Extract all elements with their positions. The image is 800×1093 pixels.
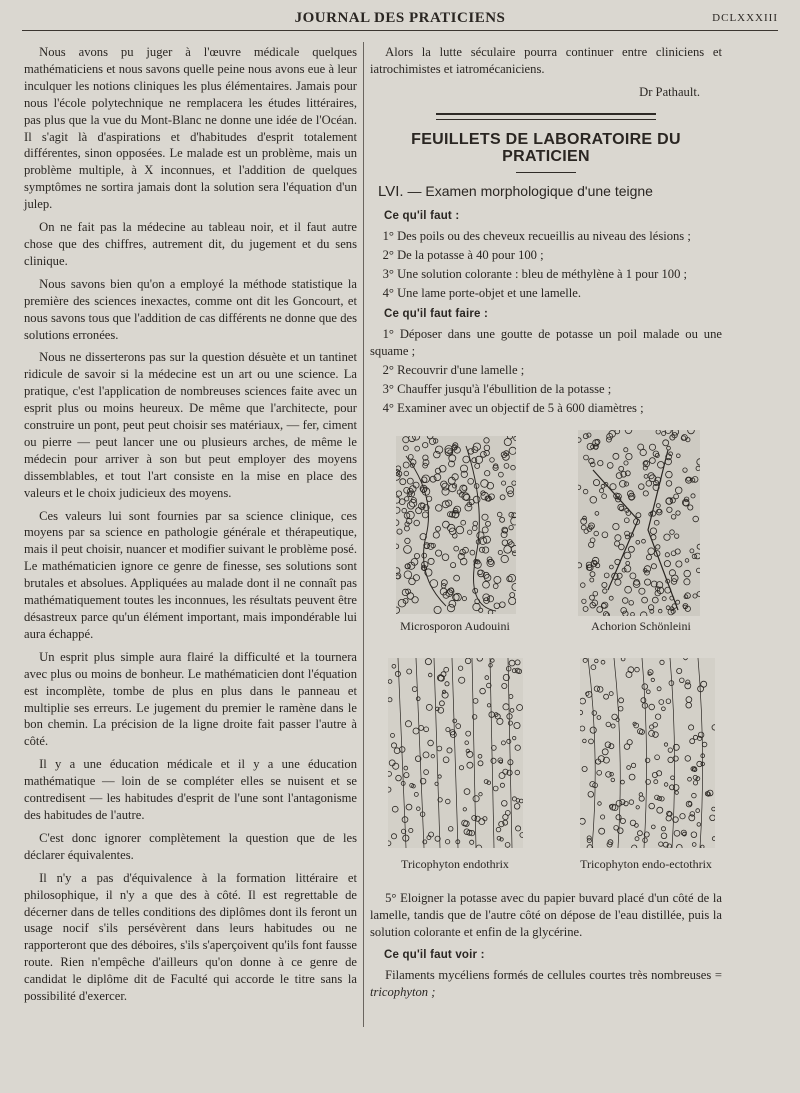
title-underline	[516, 172, 576, 173]
journal-title: JOURNAL DES PRATICIENS	[294, 10, 506, 26]
left-column	[24, 44, 357, 1011]
list-item: 3° Chauffer jusqu'à l'ébullition de la potasse ;	[382, 381, 612, 396]
list-item: 4° Examiner avec un objectif de 5 à 600 diamètres ;	[382, 400, 644, 415]
column-divider	[363, 42, 364, 1027]
see-italic-term: tricophyton ;	[370, 984, 436, 999]
list-item: 1° Déposer dans une goutte de potasse un poil malade ou une squame ;	[370, 326, 722, 358]
step-five-paragraph: 5° Eloigner la potasse avec du papier buvard placé d'un côté de la lamelle, tandis que de l'autre côté on dépose de l'eau distillée, puis la solution colorante et enfin de la glycérine.	[370, 891, 722, 940]
list-item: 2° De la potasse à 40 pour 100 ;	[382, 248, 544, 263]
figure-caption: Achorion Schönleini	[591, 619, 691, 634]
figure-caption: Microsporon Audouini	[400, 619, 510, 634]
list-item: 3° Une solution colorante : bleu de méthylène à 1 pour 100 ;	[382, 267, 688, 282]
paragraph: Ces valeurs lui sont fournies par sa science clinique, ces moyens par sa science en pathologie générale et thérapeutique, mais il peut choisir, nuancer et modifier suivant le problème posé. Le mathématicien ignore ce genre de finesse, ses solutions sont brutales et absolues. Appliquées au malade dont il ne connaît pas mathématiquement toutes les inconnues, les résultats peuvent être désastreux parce qu'un élément important, mais impondérable lui aura échappé.	[24, 508, 357, 641]
see-text: Filaments mycéliens formés de cellules courtes très nombreuses =	[385, 968, 722, 983]
page-header	[22, 8, 778, 31]
paragraph: Un esprit plus simple aura flairé la difficulté et la tournera avec plus ou moins de bonheur. Le mathématicien dont l'équation est incomplète, tombe de plus en plus dans le panneau et multiplie ses erreurs. Le jugement du premier le ramène dans le bon chemin. La précision de la ligne droite fait passer l'autre à côté.	[24, 649, 357, 749]
paragraph: On ne fait pas la médecine au tableau noir, et il faut autre chose que des chiffres, autrement dit, du jugement et du sens clinique.	[24, 220, 357, 268]
author-signature: Dr Pathault.	[639, 84, 700, 99]
tricophyton-endo-ectothrix-figure	[580, 658, 715, 848]
figure-caption: Tricophyton endothrix	[401, 857, 509, 872]
section-title: FEUILLETS DE LABORATOIRE DU PRATICIEN	[411, 130, 681, 165]
paragraph: Il n'y a pas d'équivalence à la formation littéraire et philosophique, il n'y a que des à côté. Il est regrettable de décerner dans de telles conditions des diplômes dont ils feront un usage nocif s'ils persévèrent dans leurs habitudes ou ne rapporteront que des déboires, s'ils s'aperçoivent qu'ils font fausse route. Rien n'empêche d'ailleurs qu'on donne à ce genre de candidat le diplôme dit de Faculté qui accorde le titre sans la possibilité d'exercer.	[24, 870, 357, 1004]
lesson-heading	[378, 183, 722, 201]
section-rule	[436, 113, 656, 120]
list-item: 2° Recouvrir d'une lamelle ;	[382, 362, 525, 377]
needed-heading: Ce qu'il faut :	[384, 210, 460, 223]
achorion-figure	[578, 430, 700, 616]
tricophyton-endothrix-figure	[388, 658, 523, 848]
right-column	[370, 44, 722, 1007]
lesson-number: LVI.	[378, 182, 404, 200]
todo-heading: Ce qu'il faut faire :	[384, 307, 489, 320]
list-item: 1° Des poils ou des cheveux recueillis au niveau des lésions ;	[382, 229, 691, 244]
paragraph: C'est donc ignorer complètement la question que de les déclarer équivalentes.	[24, 830, 357, 862]
page-number: DCLXXXIII	[712, 12, 778, 24]
paragraph: Il y a une éducation médicale et il y a une éducation mathématique — loin de se compléter elles se nuisent et se contredisent — les habitudes d'esprit de l'une sont l'antagonisme des habitudes de l'autre.	[24, 757, 357, 822]
figures-plate	[370, 426, 722, 884]
see-heading: Ce qu'il faut voir :	[384, 949, 485, 962]
microsporon-figure	[396, 436, 516, 614]
figure-caption: Tricophyton endo-ectothrix	[580, 857, 712, 872]
paragraph: Nous savons bien qu'on a employé la méthode statistique la première des sciences inexactes, comme ont dit les Goncourt, et nous savons tous que l'addition de cas différents ne donne que des solutions erronées.	[24, 276, 357, 342]
paragraph: Nous ne disserterons pas sur la question désuète et un tantinet ridicule de savoir si la médecine est un art ou une science. La pratique, c'est l'application de nombreuses sciences faite avec un esprit plus ou moins heureux. De même que l'architecte, pour construire un pont, peut peut choisir ses matériaux, — fer, ciment ou pierre — peut lancer une ou plusieurs arches, de même le médecin pour arriver à son but peut employer des moyens dissemblables, et tout l'art consiste en la mise en place des valeurs et le choix judicieux des moyens.	[24, 350, 357, 500]
list-item: 4° Une lame porte-objet et une lamelle.	[382, 286, 582, 301]
paragraph: Nous avons pu juger à l'œuvre médicale quelques mathématiciens et nous savons quelle peine nous avons eue à leur inculquer les notions cliniques les plus élémentaires. Jamais pour nous l'école polytechnique ne remplacera les études littéraires, pas plus que la vue du Mont-Blanc ne donne une idée de l'Océan. Il s'agit là d'aspirations et d'habitudes d'esprit totalement différentes, sinon opposées. Le malade est un problème, mais un problème multiple, à X inconnues, et l'addition de quelques symptômes ne sortira jamais dont la solution sera l'équation d'un julep.	[24, 45, 357, 212]
see-paragraph	[370, 967, 722, 1001]
lesson-title: — Examen morphologique d'une teigne	[407, 182, 653, 199]
intro-paragraph: Alors la lutte séculaire pourra continuer entre cliniciens et iatrochimistes et iatromécaniciens.	[370, 45, 722, 76]
